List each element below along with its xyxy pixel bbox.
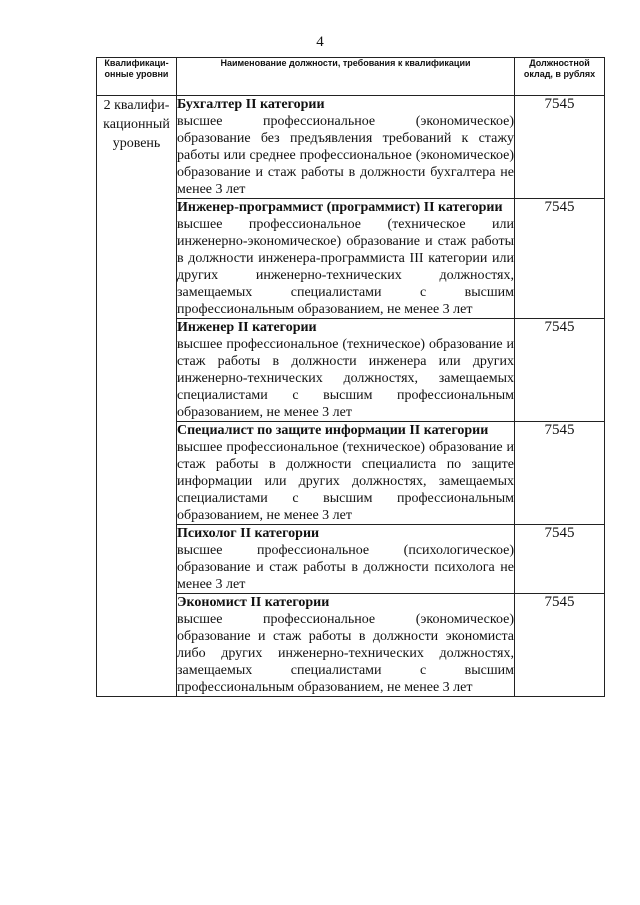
salary-value: 7545 bbox=[515, 319, 605, 422]
position-requirements: высшее профессиональное (техническое или инженерно-экономическое) образование и стаж работы в должности инженера-программиста III категории или других инженерно-технических должностях, замещаемых специалистами с высшим профессиональным образованием, не менее 3 лет bbox=[177, 217, 514, 317]
salary-value: 7545 bbox=[515, 594, 605, 697]
position-cell bbox=[177, 96, 515, 199]
position-requirements: высшее профессиональное (психологическое) образование и стаж работы в должности психолога не менее 3 лет bbox=[177, 543, 514, 592]
position-title: Инженер-программист (программист) II категории bbox=[177, 200, 503, 215]
position-requirements: высшее профессиональное (экономическое) образование без предъявления требований к стажу работы или среднее профессиональное (экономическое) образование и стаж работы в должности бухгалтера не менее 3 лет bbox=[177, 114, 514, 197]
level-label: 2 квалифи-кационный уровень bbox=[97, 96, 177, 697]
qualification-table bbox=[96, 57, 605, 697]
header-salary: Должностной оклад, в рублях bbox=[515, 58, 605, 96]
position-cell bbox=[177, 525, 515, 594]
page-number: 4 bbox=[316, 34, 324, 50]
salary-value: 7545 bbox=[515, 422, 605, 525]
header-level: Квалификаци-онные уровни bbox=[97, 58, 177, 96]
salary-value: 7545 bbox=[515, 199, 605, 319]
table-header-row bbox=[97, 58, 605, 96]
salary-value: 7545 bbox=[515, 525, 605, 594]
position-cell bbox=[177, 199, 515, 319]
salary-value: 7545 bbox=[515, 96, 605, 199]
position-requirements: высшее профессиональное (техническое) образование и стаж работы в должности инженера или других инженерно-технических должностях, замещаемых специалистами с высшим профессиональным образованием, не менее 3 лет bbox=[177, 337, 514, 420]
table-row bbox=[97, 96, 605, 199]
position-title: Психолог II категории bbox=[177, 526, 320, 541]
position-title: Специалист по защите информации II категории bbox=[177, 423, 489, 438]
header-position: Наименование должности, требования к квалификации bbox=[177, 58, 515, 96]
position-cell bbox=[177, 594, 515, 697]
position-title: Бухгалтер II категории bbox=[177, 97, 325, 112]
position-cell bbox=[177, 319, 515, 422]
position-cell bbox=[177, 422, 515, 525]
position-title: Инженер II категории bbox=[177, 320, 317, 335]
position-title: Экономист II категории bbox=[177, 595, 330, 610]
position-requirements: высшее профессиональное (экономическое) образование и стаж работы в должности экономиста либо других инженерно-технических должностях, замещаемых специалистами с высшим профессиональным образованием, не менее 3 лет bbox=[177, 612, 514, 695]
position-requirements: высшее профессиональное (техническое) образование и стаж работы в должности специалиста по защите информации или других должностях, замещаемых специалистами с высшим профессиональным образованием, не менее 3 лет bbox=[177, 440, 514, 523]
